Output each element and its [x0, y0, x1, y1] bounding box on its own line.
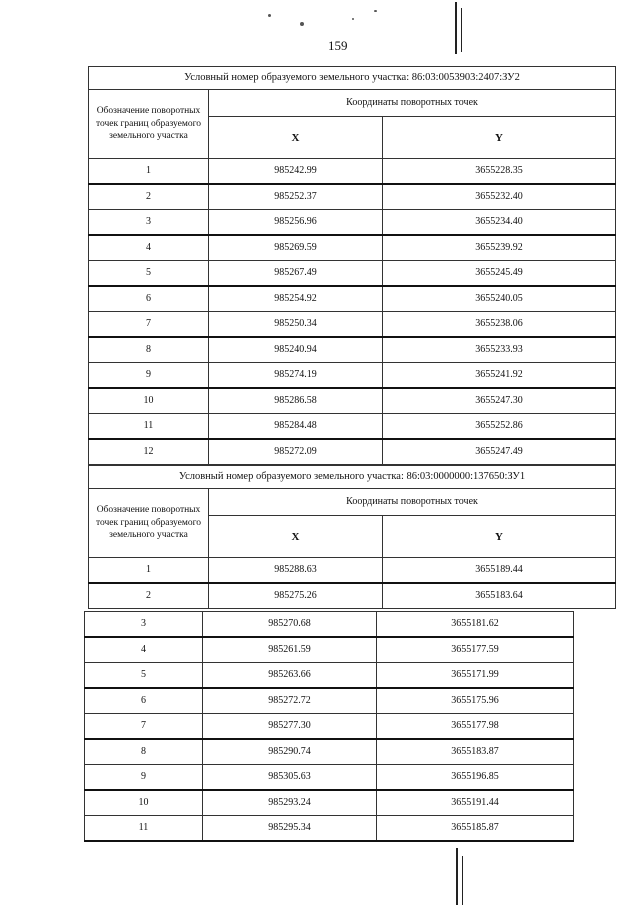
table-row — [89, 286, 616, 312]
table-row — [85, 663, 574, 689]
table-row — [85, 765, 574, 791]
y-coordinate-cell: 3655171.99 — [377, 663, 574, 689]
x-coordinate-cell: 985286.58 — [209, 388, 383, 414]
table-row — [85, 739, 574, 765]
y-coordinate-cell: 3655189.44 — [383, 558, 616, 584]
x-coordinate-cell: 985250.34 — [209, 312, 383, 338]
y-coordinate-cell: 3655177.59 — [377, 637, 574, 663]
page-number: 159 — [328, 38, 348, 53]
coordinates-header: Координаты поворотных точек — [209, 489, 616, 516]
x-coordinate-cell: 985274.19 — [209, 363, 383, 389]
point-number-cell: 2 — [89, 583, 209, 609]
x-coordinate-cell: 985293.24 — [203, 790, 377, 816]
point-number-cell: 8 — [89, 337, 209, 363]
table-row — [89, 583, 616, 609]
table-row — [85, 816, 574, 842]
y-coordinate-cell: 3655196.85 — [377, 765, 574, 791]
y-coordinate-cell: 3655247.49 — [383, 439, 616, 465]
point-number-cell: 9 — [85, 765, 203, 791]
table-row — [89, 235, 616, 261]
point-number-cell: 6 — [89, 286, 209, 312]
x-coordinate-cell: 985275.26 — [209, 583, 383, 609]
y-coordinate-cell: 3655239.92 — [383, 235, 616, 261]
y-coordinate-cell: 3655238.06 — [383, 312, 616, 338]
point-number-cell: 8 — [85, 739, 203, 765]
x-column-header: X — [209, 516, 383, 558]
y-coordinate-cell: 3655183.87 — [377, 739, 574, 765]
table-row — [85, 612, 574, 638]
table-row — [89, 312, 616, 338]
point-number-cell: 1 — [89, 558, 209, 584]
x-coordinate-cell: 985269.59 — [209, 235, 383, 261]
coordinates-header: Координаты поворотных точек — [209, 90, 616, 117]
y-coordinate-cell: 3655181.62 — [377, 612, 574, 638]
x-coordinate-cell: 985267.49 — [209, 261, 383, 287]
y-coordinate-cell: 3655177.98 — [377, 714, 574, 740]
scan-speck — [300, 22, 304, 26]
x-column-header: X — [209, 117, 383, 159]
table-row — [85, 637, 574, 663]
point-number-cell: 1 — [89, 159, 209, 185]
x-coordinate-cell: 985263.66 — [203, 663, 377, 689]
x-coordinate-cell: 985290.74 — [203, 739, 377, 765]
point-number-cell: 3 — [89, 210, 209, 236]
point-designation-header: Обозначение поворотных точек границ образуемого земельного участка — [89, 489, 209, 558]
point-number-cell: 6 — [85, 688, 203, 714]
x-coordinate-cell: 985272.72 — [203, 688, 377, 714]
point-number-cell: 4 — [89, 235, 209, 261]
scan-binding-mark-bottom — [456, 848, 458, 905]
point-number-cell: 9 — [89, 363, 209, 389]
y-coordinate-cell: 3655232.40 — [383, 184, 616, 210]
x-coordinate-cell: 985284.48 — [209, 414, 383, 440]
table-row — [85, 790, 574, 816]
table-row — [89, 414, 616, 440]
scan-binding-mark-top-2 — [461, 8, 462, 52]
x-coordinate-cell: 985288.63 — [209, 558, 383, 584]
table-row — [89, 210, 616, 236]
point-number-cell: 10 — [85, 790, 203, 816]
x-coordinate-cell: 985256.96 — [209, 210, 383, 236]
y-coordinate-cell: 3655240.05 — [383, 286, 616, 312]
y-coordinate-cell: 3655247.30 — [383, 388, 616, 414]
x-coordinate-cell: 985272.09 — [209, 439, 383, 465]
table-row — [85, 688, 574, 714]
coordinates-table-zu1-continued — [84, 611, 574, 842]
table-row — [89, 558, 616, 584]
x-coordinate-cell: 985305.63 — [203, 765, 377, 791]
x-coordinate-cell: 985252.37 — [209, 184, 383, 210]
point-number-cell: 11 — [85, 816, 203, 842]
x-coordinate-cell: 985261.59 — [203, 637, 377, 663]
table-row — [89, 337, 616, 363]
point-number-cell: 2 — [89, 184, 209, 210]
table-row — [89, 439, 616, 465]
scan-speck — [268, 14, 271, 17]
y-coordinate-cell: 3655191.44 — [377, 790, 574, 816]
y-coordinate-cell: 3655241.92 — [383, 363, 616, 389]
y-coordinate-cell: 3655234.40 — [383, 210, 616, 236]
point-number-cell: 11 — [89, 414, 209, 440]
point-number-cell: 7 — [85, 714, 203, 740]
y-coordinate-cell: 3655233.93 — [383, 337, 616, 363]
coordinates-table-zu1 — [88, 465, 616, 609]
x-coordinate-cell: 985295.34 — [203, 816, 377, 842]
y-coordinate-cell: 3655185.87 — [377, 816, 574, 842]
scan-binding-mark-bottom-2 — [462, 856, 463, 905]
table-title: Условный номер образуемого земельного участка: 86:03:0000000:137650:ЗУ1 — [89, 466, 616, 489]
point-number-cell: 5 — [85, 663, 203, 689]
y-column-header: Y — [383, 117, 616, 159]
point-designation-header: Обозначение поворотных точек границ образуемого земельного участка — [89, 90, 209, 159]
point-number-cell: 12 — [89, 439, 209, 465]
x-coordinate-cell: 985254.92 — [209, 286, 383, 312]
table-row — [89, 363, 616, 389]
x-coordinate-cell: 985240.94 — [209, 337, 383, 363]
point-number-cell: 7 — [89, 312, 209, 338]
table-row — [85, 714, 574, 740]
table-title: Условный номер образуемого земельного участка: 86:03:0053903:2407:ЗУ2 — [89, 67, 616, 90]
x-coordinate-cell: 985270.68 — [203, 612, 377, 638]
scan-binding-mark-top — [455, 2, 457, 54]
y-column-header: Y — [383, 516, 616, 558]
x-coordinate-cell: 985277.30 — [203, 714, 377, 740]
y-coordinate-cell: 3655175.96 — [377, 688, 574, 714]
point-number-cell: 3 — [85, 612, 203, 638]
y-coordinate-cell: 3655183.64 — [383, 583, 616, 609]
point-number-cell: 4 — [85, 637, 203, 663]
point-number-cell: 10 — [89, 388, 209, 414]
scan-speck — [374, 10, 377, 12]
table-row — [89, 388, 616, 414]
coordinates-table-zu2 — [88, 66, 616, 465]
table-row — [89, 261, 616, 287]
point-number-cell: 5 — [89, 261, 209, 287]
y-coordinate-cell: 3655252.86 — [383, 414, 616, 440]
y-coordinate-cell: 3655245.49 — [383, 261, 616, 287]
x-coordinate-cell: 985242.99 — [209, 159, 383, 185]
table-row — [89, 184, 616, 210]
scan-speck — [352, 18, 354, 20]
y-coordinate-cell: 3655228.35 — [383, 159, 616, 185]
table-row — [89, 159, 616, 185]
